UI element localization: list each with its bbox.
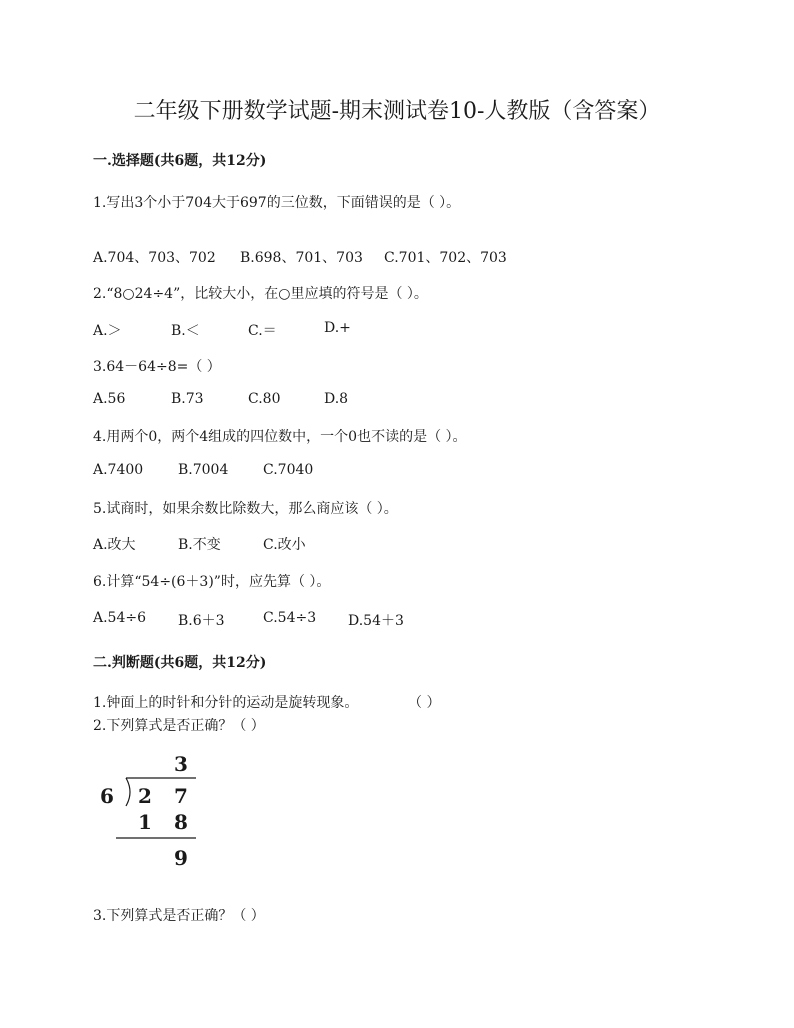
option: C.＝ <box>248 323 277 339</box>
remainder-digit: 9 <box>174 846 188 870</box>
judgement-question-2: 2.下列算式是否正确？（ ） <box>93 718 265 734</box>
option: C.改小 <box>263 537 306 553</box>
option: A.704、703、702 <box>93 250 216 266</box>
judgement-question-1: 1.钟面上的时针和分针的运动是旋转现象。 <box>93 695 359 711</box>
question-3: 3.64－64÷8=（ ） <box>93 359 221 375</box>
option: C.54÷3 <box>263 610 317 626</box>
long-division-figure <box>96 752 206 872</box>
option: A.＞ <box>93 323 122 339</box>
product-tens-digit: 1 <box>138 810 152 834</box>
section-heading-judgement: 二.判断题(共6题，共12分) <box>93 655 267 671</box>
quotient-digit: 3 <box>174 752 188 776</box>
option: C.701、702、703 <box>384 250 507 266</box>
option: B.73 <box>171 391 204 407</box>
answer-parentheses: （ ） <box>408 695 441 711</box>
option: D.54＋3 <box>348 613 404 629</box>
option: C.80 <box>248 391 281 407</box>
page-title: 二年级下册数学试题-期末测试卷10-人教版（含答案） <box>133 99 661 124</box>
section-heading-choice: 一.选择题(共6题，共12分) <box>93 153 267 169</box>
question-1: 1.写出3个小于704大于697的三位数，下面错误的是（ ）。 <box>93 195 461 211</box>
option: B.7004 <box>178 462 229 478</box>
product-ones-digit: 8 <box>174 810 188 834</box>
question-4: 4.用两个0，两个4组成的四位数中，一个0也不读的是（ ）。 <box>93 429 467 445</box>
divisor-digit: 6 <box>100 784 114 808</box>
dividend-tens-digit: 2 <box>138 784 152 808</box>
option: B.＜ <box>171 323 200 339</box>
question-5: 5.试商时，如果余数比除数大，那么商应该（ ）。 <box>93 501 398 517</box>
option: A.改大 <box>93 537 136 553</box>
option: D.8 <box>324 391 349 407</box>
option: C.7040 <box>263 462 314 478</box>
question-2: 2.“8○24÷4”，比较大小，在○里应填的符号是（ ）。 <box>93 286 428 302</box>
option: D.+ <box>324 320 351 336</box>
judgement-question-3: 3.下列算式是否正确？（ ） <box>93 908 265 924</box>
question-6: 6.计算“54÷(6＋3)”时，应先算（ ）。 <box>93 574 331 590</box>
option: B.698、701、703 <box>240 250 363 266</box>
dividend-ones-digit: 7 <box>174 784 188 808</box>
option: B.不变 <box>178 537 221 553</box>
option: A.56 <box>93 391 126 407</box>
option: B.6＋3 <box>178 613 225 629</box>
option: A.54÷6 <box>93 610 147 626</box>
option: A.7400 <box>93 462 144 478</box>
